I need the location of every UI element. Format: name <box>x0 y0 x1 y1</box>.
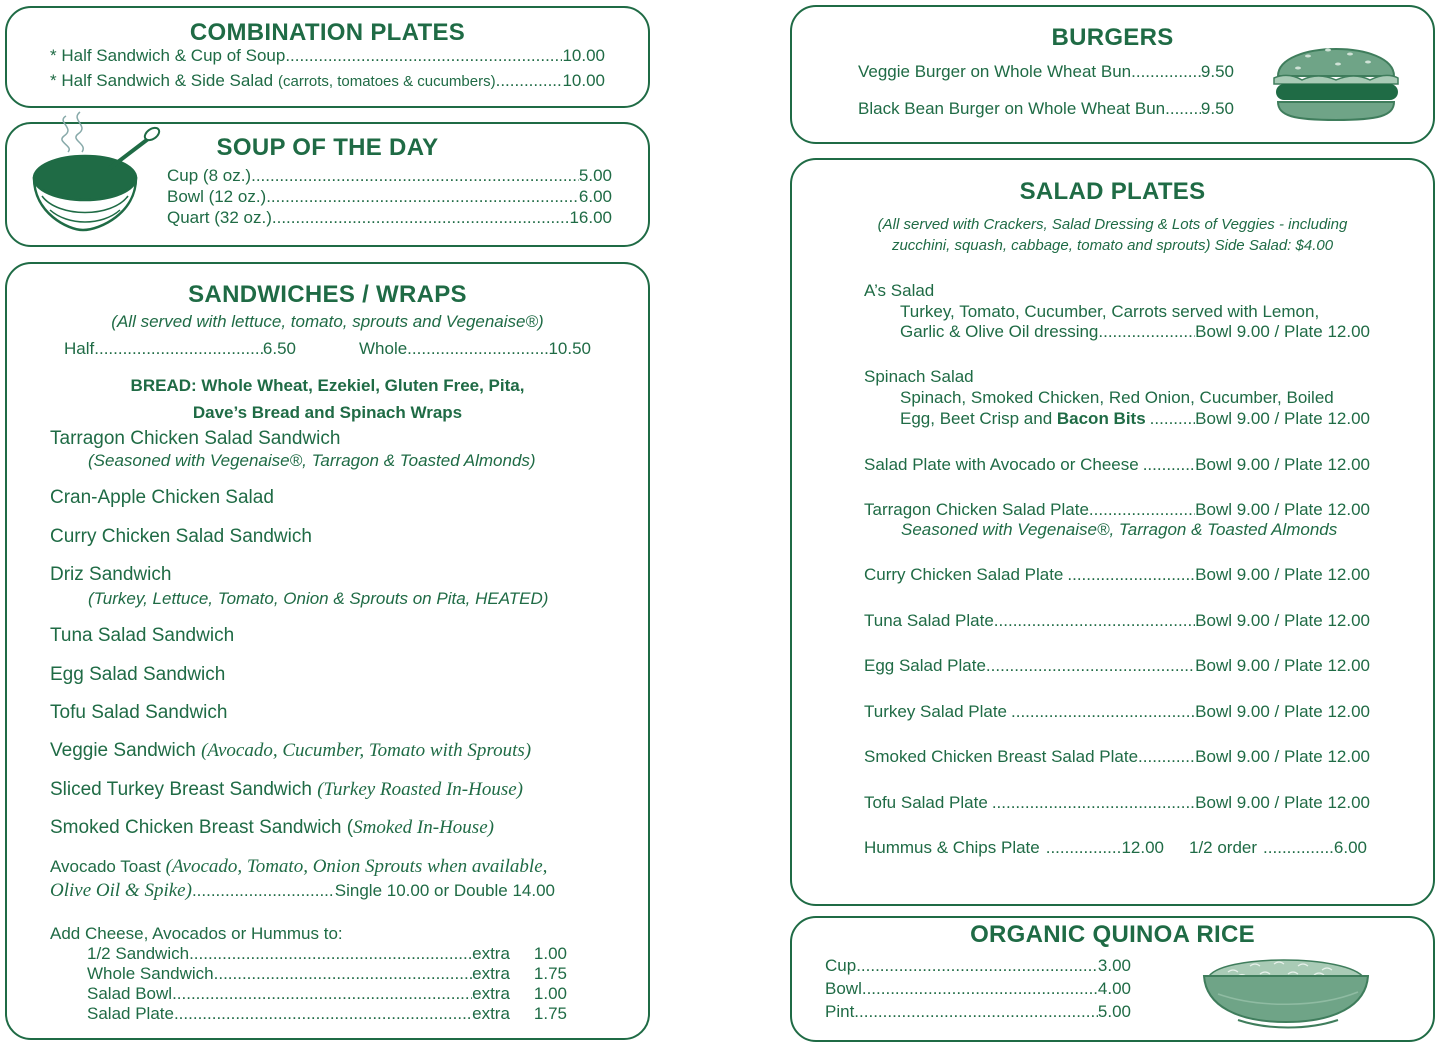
salad-subtitle-line2: zucchini, squash, cabbage, tomato and sprouts) Side Salad: $4.00 <box>891 237 1334 254</box>
avocado-toast-line1 <box>50 856 547 878</box>
salad-item-name: Tofu Salad Plate <box>864 793 988 812</box>
addon-row <box>87 944 567 964</box>
sandwich-item-name: Smoked Chicken Breast Sandwich ( <box>50 817 354 838</box>
spinach-salad-desc1: Spinach, Smoked Chicken, Red Onion, Cucumber, Boiled <box>900 388 1334 407</box>
avocado-toast-name: Avocado Toast <box>50 857 161 876</box>
salad-item-price: Bowl 9.00 / Plate 12.00 <box>1195 565 1370 584</box>
sandwich-item-note: (Turkey, Lettuce, Tomato, Onion & Sprouts on Pita, HEATED) <box>88 589 549 608</box>
salad-item-price: Bowl 9.00 / Plate 12.00 <box>1195 702 1370 721</box>
salad-item <box>864 611 1370 631</box>
combination-plates-box <box>5 6 650 108</box>
addons-title: Add Cheese, Avocados or Hummus to: <box>50 924 343 943</box>
bread-options-line1: BREAD: Whole Wheat, Ezekiel, Gluten Free, Pita, <box>130 376 525 395</box>
sandwich-item: Curry Chicken Salad Sandwich <box>50 526 312 547</box>
quinoa-item <box>825 956 1131 976</box>
salad-item-name: Curry Chicken Salad Plate <box>864 565 1064 584</box>
spinach-salad-bold: Bacon Bits <box>1056 409 1146 428</box>
quinoa-item-name: Bowl <box>825 979 862 998</box>
addon-row <box>87 984 567 1004</box>
salad-subtitle-line1: (All served with Crackers, Salad Dressing & Lots of Veggies - including <box>877 216 1348 233</box>
sandwich-item-name: Veggie Sandwich <box>50 740 196 761</box>
sandwiches-box <box>5 262 650 1040</box>
burger-item <box>858 99 1234 119</box>
salad-item-price: Bowl 9.00 / Plate 12.00 <box>1195 747 1370 766</box>
hummus-row <box>864 838 1164 858</box>
salad-item-price: Bowl 9.00 / Plate 12.00 <box>1195 455 1370 474</box>
burgers-title: BURGERS <box>1051 24 1174 51</box>
combination-plates-title: COMBINATION PLATES <box>189 19 466 46</box>
salad-item-name: Turkey Salad Plate <box>864 702 1007 721</box>
sandwiches-subtitle: (All served with lettuce, tomato, sprouts and Vegenaise®) <box>111 312 544 331</box>
salad-item-price: Bowl 9.00 / Plate 12.00 <box>1195 656 1370 675</box>
soup-item <box>167 208 612 228</box>
half-price-row <box>64 339 296 359</box>
combo-item-price: 10.00 <box>562 71 605 90</box>
soup-item-price: 6.00 <box>578 187 612 206</box>
salad-item-name: Tarragon Chicken Salad Plate <box>864 500 1089 519</box>
avocado-toast-line2 <box>50 880 555 902</box>
hummus-half-price: 6.00 <box>1333 838 1367 857</box>
avocado-toast-desc1: (Avocado, Tomato, Onion Sprouts when available, <box>165 856 548 877</box>
half-price: 6.50 <box>262 339 296 358</box>
soup-bowl-icon <box>28 108 168 238</box>
sandwich-item-desc: Smoked In-House) <box>353 817 494 838</box>
as-salad-desc2: Garlic & Olive Oil dressing <box>900 322 1099 341</box>
sandwich-item-note: (Seasoned with Vegenaise®, Tarragon & Toasted Almonds) <box>88 451 536 470</box>
addon-row <box>87 1004 567 1024</box>
addon-name: Salad Bowl <box>87 984 173 1003</box>
combo-item <box>50 71 605 91</box>
soup-item-name: Quart (32 oz.) <box>167 208 272 227</box>
hummus-half-label: 1/2 order <box>1189 838 1258 857</box>
combo-item-name: * Half Sandwich & Side Salad <box>50 71 274 90</box>
burger-item-name: Veggie Burger on Whole Wheat Bun <box>858 62 1132 81</box>
salad-item-price: Bowl 9.00 / Plate 12.00 <box>1195 611 1370 630</box>
salad-item <box>864 747 1370 767</box>
quinoa-title: ORGANIC QUINOA RICE <box>970 921 1255 948</box>
avocado-toast-price: Single 10.00 or Double 14.00 <box>334 881 555 900</box>
addon-label: extra <box>472 984 510 1003</box>
combo-item-note: (carrots, tomatoes & cucumbers) <box>278 73 496 90</box>
salad-item-name: Salad Plate with Avocado or Cheese <box>864 455 1139 474</box>
salad-item <box>864 793 1370 813</box>
soup-item <box>167 187 612 207</box>
quinoa-item-price: 3.00 <box>1097 956 1131 975</box>
soup-item <box>167 166 612 186</box>
salad-item-name: Tuna Salad Plate <box>864 611 994 630</box>
spinach-salad-name: Spinach Salad <box>864 367 974 386</box>
soup-item-price: 16.00 <box>569 208 612 227</box>
sandwich-item: Driz Sandwich <box>50 564 172 585</box>
as-salad-desc1: Turkey, Tomato, Cucumber, Carrots served with Lemon, <box>900 302 1320 321</box>
salad-item <box>864 656 1370 676</box>
sandwich-item: Cran-Apple Chicken Salad <box>50 487 274 508</box>
salad-plates-box <box>790 158 1435 906</box>
spinach-salad-price-row <box>900 409 1370 429</box>
quinoa-item-name: Cup <box>825 956 857 975</box>
soup-title: SOUP OF THE DAY <box>216 134 439 161</box>
as-salad-price: Bowl 9.00 / Plate 12.00 <box>1195 322 1370 341</box>
quinoa-item <box>825 1002 1131 1022</box>
quinoa-item <box>825 979 1131 999</box>
bread-options-line2: Dave’s Bread and Spinach Wraps <box>192 403 463 422</box>
as-salad-price-row <box>900 322 1370 342</box>
salad-item-price: Bowl 9.00 / Plate 12.00 <box>1195 793 1370 812</box>
addon-label: extra <box>472 944 510 963</box>
salad-item <box>864 500 1370 520</box>
sandwiches-title: SANDWICHES / WRAPS <box>188 281 467 308</box>
addon-row <box>87 964 567 984</box>
salad-item-name: Egg Salad Plate <box>864 656 986 675</box>
soup-item-price: 5.00 <box>578 166 612 185</box>
quinoa-item-name: Pint <box>825 1002 855 1021</box>
sandwich-item <box>50 779 523 801</box>
sandwich-item: Egg Salad Sandwich <box>50 664 226 685</box>
burger-item-price: 9.50 <box>1200 99 1234 118</box>
salad-item-price: Bowl 9.00 / Plate 12.00 <box>1195 500 1370 519</box>
salad-item-note: Seasoned with Vegenaise®, Tarragon & Toasted Almonds <box>901 520 1338 539</box>
quinoa-item-price: 5.00 <box>1097 1002 1131 1021</box>
burger-item <box>858 62 1234 82</box>
sandwich-item <box>50 740 531 762</box>
combo-item-name: * Half Sandwich & Cup of Soup <box>50 46 286 65</box>
addon-price: 1.00 <box>533 984 567 1003</box>
spinach-salad-price: Bowl 9.00 / Plate 12.00 <box>1195 409 1370 428</box>
quinoa-item-price: 4.00 <box>1097 979 1131 998</box>
quinoa-bowl-icon <box>1198 944 1374 1032</box>
addon-price: 1.75 <box>533 1004 567 1023</box>
half-label: Half. <box>64 339 99 358</box>
sandwich-item: Tarragon Chicken Salad Sandwich <box>50 428 341 449</box>
sandwich-item-name: Sliced Turkey Breast Sandwich <box>50 779 312 800</box>
burger-icon <box>1268 30 1404 126</box>
salad-item <box>864 565 1370 585</box>
hummus-price: 12.00 <box>1121 838 1164 857</box>
sandwich-item-desc: (Turkey Roasted In-House) <box>317 779 523 800</box>
addon-name: Salad Plate <box>87 1004 174 1023</box>
sandwich-item: Tuna Salad Sandwich <box>50 625 235 646</box>
soup-item-name: Bowl (12 oz.) <box>167 187 267 206</box>
addon-price: 1.75 <box>533 964 567 983</box>
salad-item <box>864 702 1370 722</box>
addon-label: extra <box>472 1004 510 1023</box>
avocado-toast-desc2: Olive Oil & Spike) <box>50 880 192 901</box>
combo-item-price: 10.00 <box>562 46 605 65</box>
burger-item-name: Black Bean Burger on Whole Wheat Bun <box>858 99 1166 118</box>
addon-name: 1/2 Sandwich <box>87 944 190 963</box>
whole-price-row <box>359 339 591 359</box>
hummus-half-row <box>1189 838 1367 858</box>
salad-plates-title: SALAD PLATES <box>1019 178 1206 205</box>
spinach-salad-desc2: Egg, Beet Crisp and <box>900 409 1057 428</box>
burger-item-price: 9.50 <box>1200 62 1234 81</box>
whole-label: Whole. <box>359 339 412 358</box>
addon-name: Whole Sandwich <box>87 964 214 983</box>
addon-price: 1.00 <box>533 944 567 963</box>
sandwich-item: Tofu Salad Sandwich <box>50 702 228 723</box>
whole-price: 10.50 <box>548 339 591 358</box>
soup-item-name: Cup (8 oz.) <box>167 166 252 185</box>
salad-item <box>864 455 1370 475</box>
addon-label: extra <box>472 964 510 983</box>
sandwich-item <box>50 817 494 839</box>
salad-item-name: Smoked Chicken Breast Salad Plate <box>864 747 1139 766</box>
hummus-name: Hummus & Chips Plate <box>864 838 1040 857</box>
sandwich-item-desc: (Avocado, Cucumber, Tomato with Sprouts) <box>201 740 532 761</box>
as-salad-name: A’s Salad <box>864 281 935 300</box>
combo-item <box>50 46 605 66</box>
